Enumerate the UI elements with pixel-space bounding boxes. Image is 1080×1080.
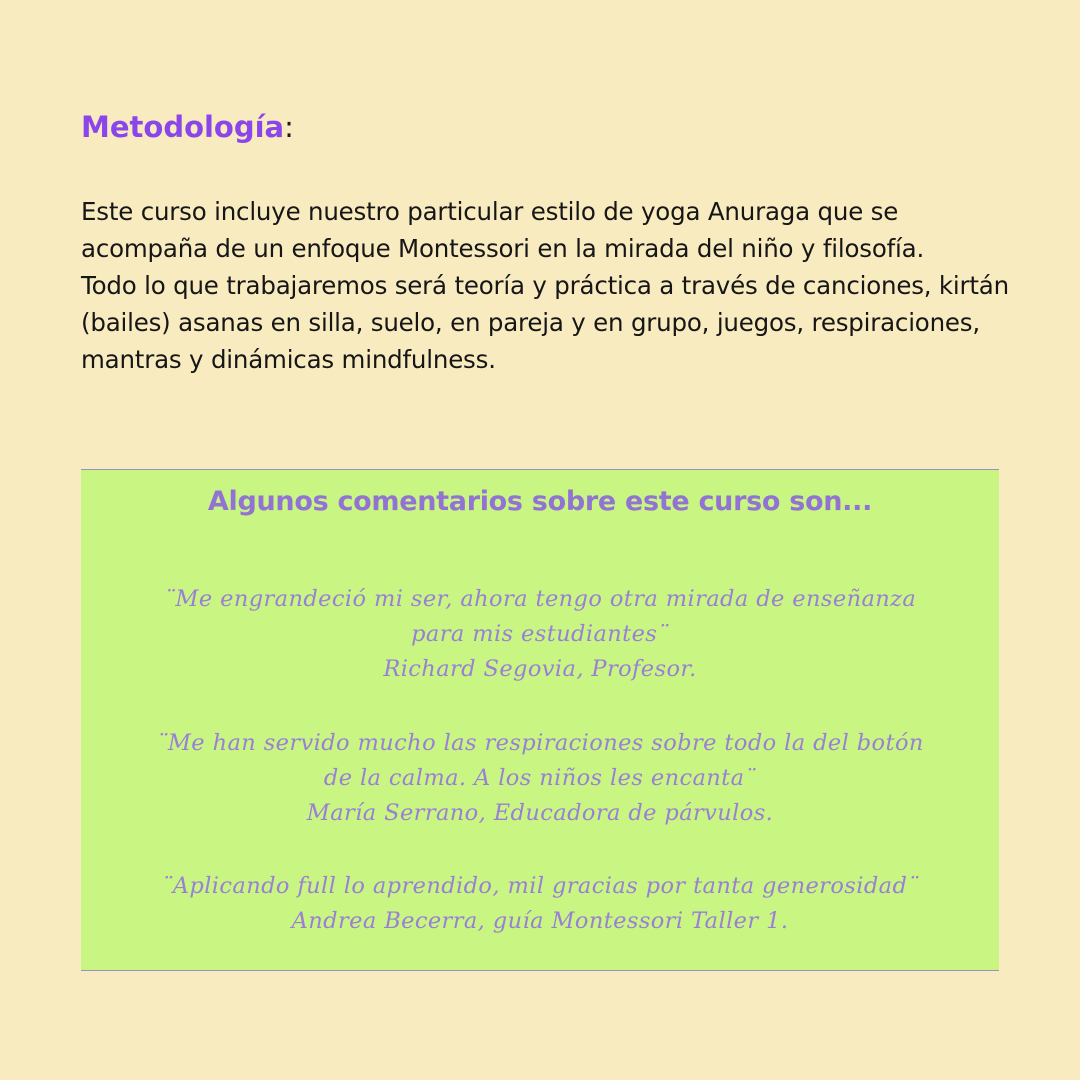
testimonial-1-quote-line-1: ¨Me engrandeció mi ser, ahora tengo otra mirada de enseñanza bbox=[163, 586, 917, 612]
comments-title: Algunos comentarios sobre este curso son... bbox=[207, 486, 873, 517]
comments-box bbox=[81, 469, 999, 971]
methodology-heading-text: Metodología bbox=[81, 110, 285, 144]
testimonial-2-quote-line-2: de la calma. A los niños les encanta¨ bbox=[323, 765, 757, 791]
testimonial-2 bbox=[81, 726, 999, 831]
testimonial-3-quote-line-1: ¨Aplicando full lo aprendido, mil gracias por tanta generosidad¨ bbox=[161, 873, 919, 899]
testimonial-1-author: Richard Segovia, Profesor. bbox=[383, 656, 697, 682]
testimonial-2-author: María Serrano, Educadora de párvulos. bbox=[306, 800, 774, 826]
testimonial-1-quote-line-2: para mis estudiantes¨ bbox=[411, 621, 669, 647]
testimonial-3-author: Andrea Becerra, guía Montessori Taller 1. bbox=[291, 908, 789, 934]
methodology-body bbox=[81, 193, 1011, 378]
testimonial-3 bbox=[81, 869, 999, 939]
methodology-paragraph-2: Todo lo que trabajaremos será teoría y práctica a través de canciones, kirtán (bailes) asanas en silla, suelo, en pareja y en grupo, juegos, respiraciones, mantras y dinámicas mindfulness. bbox=[81, 271, 1009, 374]
testimonial-1 bbox=[81, 582, 999, 687]
methodology-heading-colon: : bbox=[284, 110, 294, 144]
methodology-heading bbox=[81, 106, 294, 148]
testimonial-2-quote-line-1: ¨Me han servido mucho las respiraciones sobre todo la del botón bbox=[156, 730, 924, 756]
methodology-paragraph-1: Este curso incluye nuestro particular estilo de yoga Anuraga que se acompaña de un enfoque Montessori en la mirada del niño y filosofía. bbox=[81, 197, 925, 263]
